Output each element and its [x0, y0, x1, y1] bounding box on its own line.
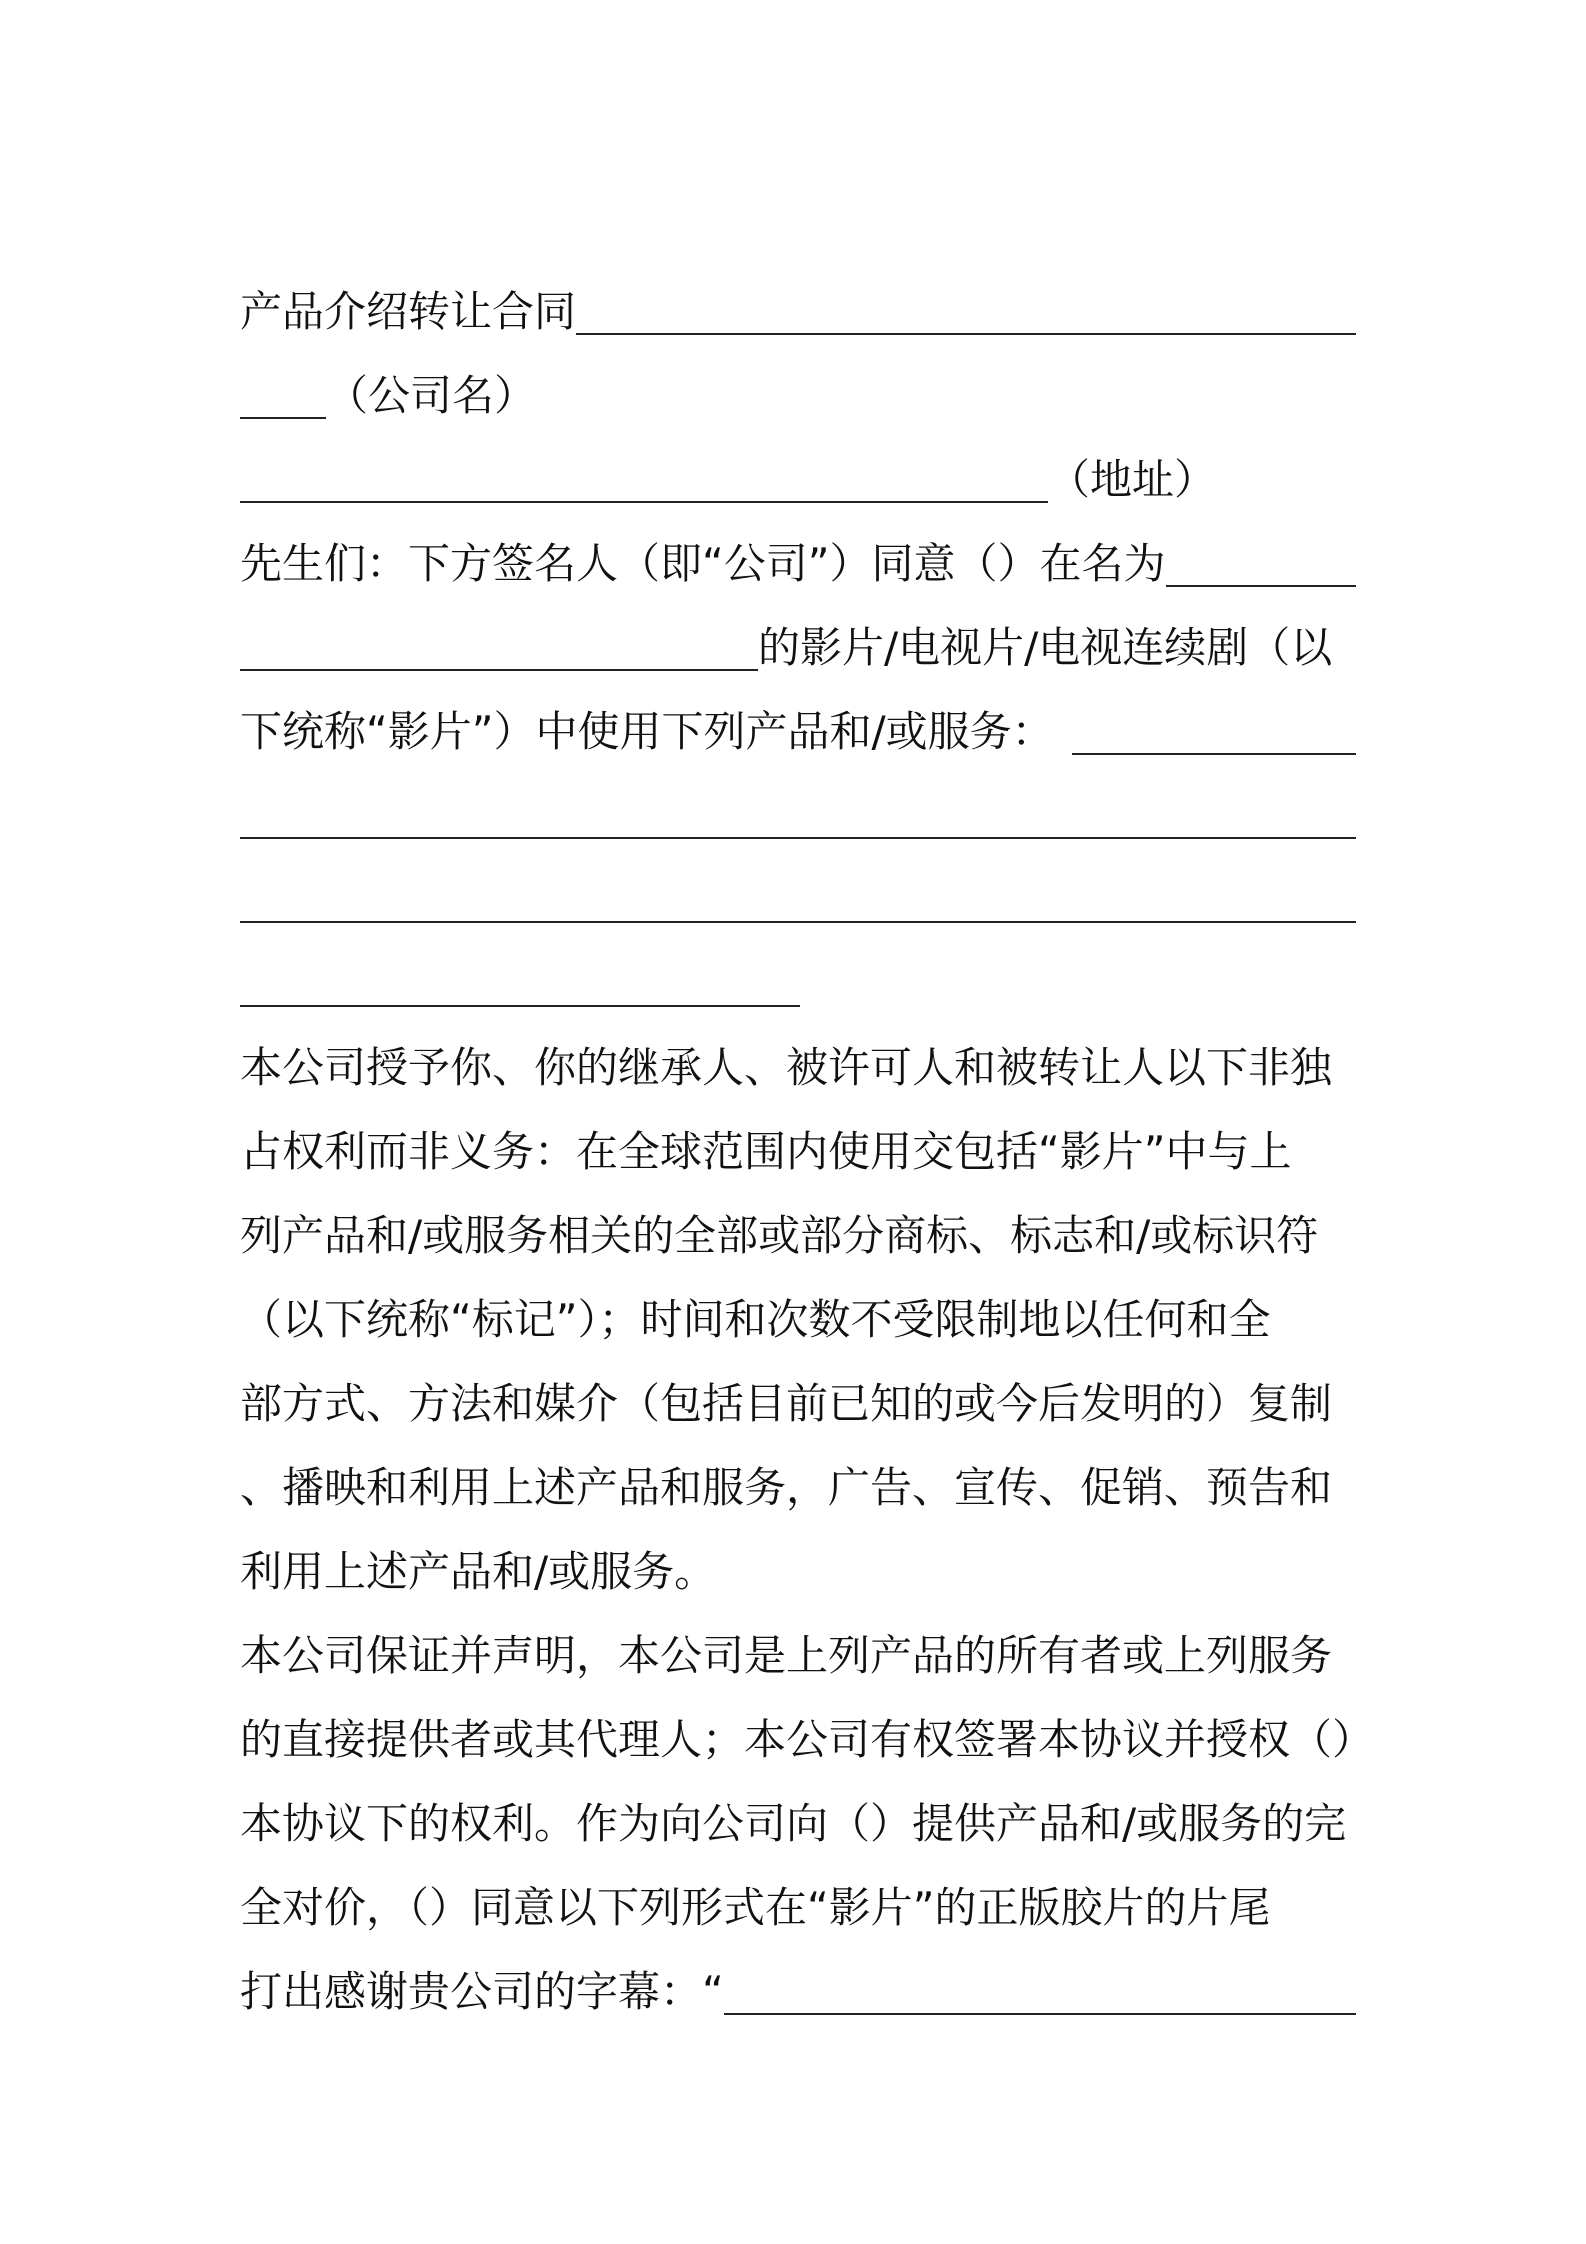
- greeting-line-2: [240, 606, 1356, 690]
- para1-line: [240, 1026, 1356, 1110]
- products-blank-2: [240, 793, 1356, 839]
- para2-line-last: [240, 1950, 1356, 2034]
- products-line-4: [240, 942, 1356, 1026]
- address-label: （地址）: [1048, 455, 1217, 504]
- credit-text-blank: [724, 1969, 1356, 2015]
- para2-text: 本协议下的权利。作为向公司向（）提供产品和/或服务的完: [240, 1799, 1347, 1848]
- document-title: 产品介绍转让合同: [240, 287, 577, 336]
- greeting-line-1: [240, 522, 1356, 606]
- greeting-text-1: 先生们：下方签名人（即“公司”）同意（）在名为: [240, 539, 1166, 588]
- products-blank-1: [1072, 709, 1356, 755]
- para1-line: [240, 1278, 1356, 1362]
- para1-text: 利用上述产品和/或服务。: [240, 1547, 717, 1596]
- film-name-blank-1: [1166, 541, 1356, 587]
- para1-text: 列产品和/或服务相关的全部或部分商标、标志和/或标识符: [240, 1211, 1319, 1260]
- greeting-text-3: 下统称“影片”）中使用下列产品和/或服务：: [240, 707, 1054, 756]
- para2-text: 的直接提供者或其代理人；本公司有权签署本协议并授权（）: [240, 1715, 1375, 1764]
- para2-line: [240, 1698, 1375, 1782]
- film-name-blank-2: [240, 625, 758, 671]
- company-name-blank: [240, 373, 326, 419]
- para1-line: [240, 1110, 1356, 1194]
- para1-line: [240, 1530, 1356, 1614]
- para1-text: 占权利而非义务：在全球范围内使用交包括“影片”中与上: [240, 1127, 1292, 1176]
- para2-line: [240, 1866, 1356, 1950]
- address-line: [240, 438, 1356, 522]
- para1-line: [240, 1194, 1356, 1278]
- products-blank-4: [240, 961, 800, 1007]
- products-line-2: [240, 774, 1356, 858]
- products-line-3: [240, 858, 1356, 942]
- company-line: [240, 354, 1356, 438]
- para2-line: [240, 1782, 1356, 1866]
- para2-text: 全对价，（）同意以下列形式在“影片”的正版胶片的片尾: [240, 1883, 1271, 1932]
- address-blank: [240, 457, 1048, 503]
- para2-line: [240, 1614, 1356, 1698]
- document-page: [240, 270, 1375, 2034]
- para2-text: 本公司保证并声明，本公司是上列产品的所有者或上列服务: [240, 1631, 1333, 1680]
- para1-text: 本公司授予你、你的继承人、被许可人和被转让人以下非独: [240, 1043, 1333, 1092]
- greeting-line-3: [240, 690, 1356, 774]
- para1-line: [240, 1362, 1356, 1446]
- para2-text: 打出感谢贵公司的字幕：“: [240, 1967, 724, 2016]
- para1-text: （以下统称“标记”）；时间和次数不受限制地以任何和全: [240, 1295, 1271, 1344]
- recipient-blank: [576, 289, 1356, 335]
- greeting-text-2: 的影片/电视片/电视连续剧（以: [758, 623, 1333, 672]
- company-label: （公司名）: [326, 371, 537, 420]
- para1-text: 、播映和利用上述产品和服务，广告、宣传、促销、预告和: [240, 1463, 1333, 1512]
- para1-line: [240, 1446, 1356, 1530]
- title-line: [240, 270, 1356, 354]
- para1-text: 部方式、方法和媒介（包括目前已知的或今后发明的）复制: [240, 1379, 1333, 1428]
- products-blank-3: [240, 877, 1356, 923]
